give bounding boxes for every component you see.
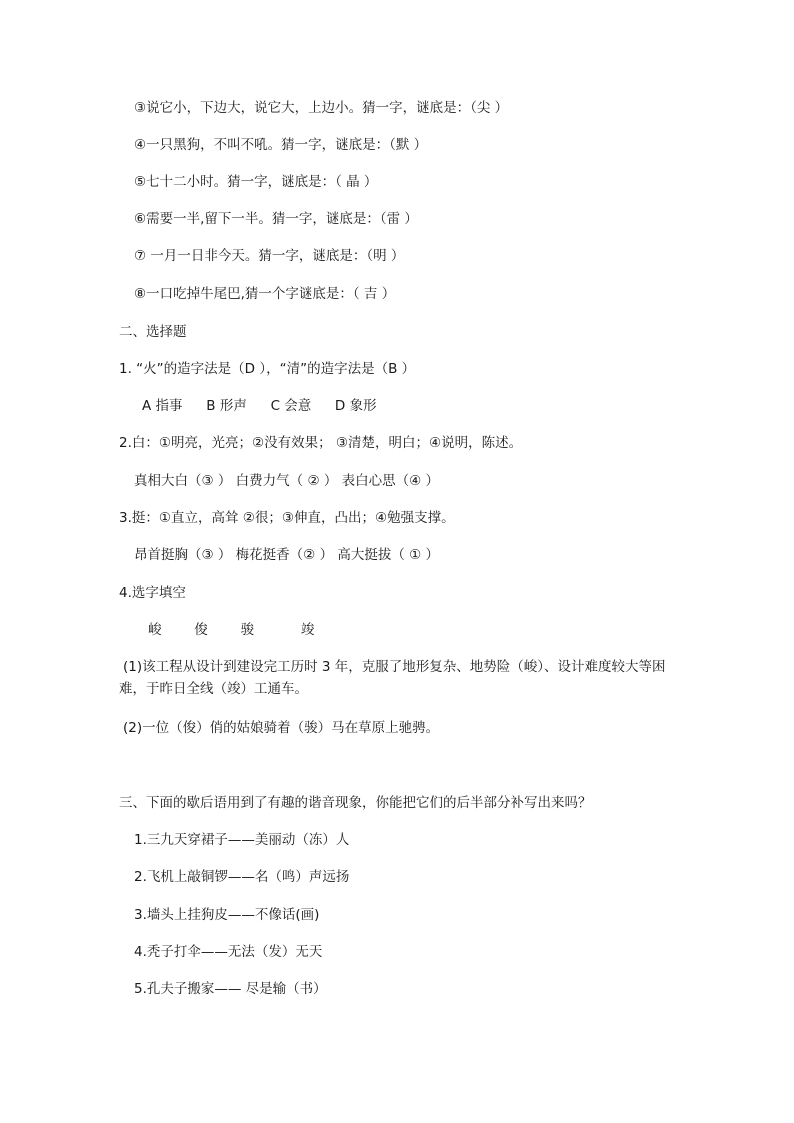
question-3: 3.挺：①直立，高耸 ②很；③伸直，凸出；④勉强支撑。 — [119, 510, 455, 526]
char-option: 峻 — [148, 622, 162, 638]
question-2: 2.白：①明亮，光亮；②没有效果； ③清楚，明白；④说明，陈述。 — [119, 435, 523, 451]
question-2-answers: 真相大白（③ ） 白费力气（ ② ） 表白心思（④ ） — [134, 473, 440, 489]
list-item: 3.墙头上挂狗皮——不像话(画) — [134, 907, 320, 923]
riddle-item: ⑥需要一半,留下一半。猜一字，谜底是：（雷 ） — [134, 211, 418, 227]
riddle-item: ⑦ 一月一日非今天。猜一字，谜底是：（明 ） — [134, 248, 405, 264]
question-1-options — [142, 396, 377, 416]
riddle-item: ④一只黑狗，不叫不吼。猜一字，谜底是：（默 ） — [134, 137, 428, 153]
question-4-sentence-1: (1)该工程从设计到建设完工历时 3 年，克服了地形复杂、地势险（峻）、设计难度较大等困难，于昨日全线（竣）工通车。 — [119, 659, 666, 697]
list-item: 2.飞机上敲铜锣——名（鸣）声远扬 — [134, 869, 350, 885]
question-4-chars — [148, 620, 314, 640]
question-3-answers: 昂首挺胸（③ ） 梅花挺香（② ） 高大挺拔（ ① ） — [134, 547, 440, 563]
section-heading: 二、选择题 — [119, 324, 187, 340]
question-4-sentence-2: (2)一位（俊）俏的姑娘骑着（骏）马在草原上驰骋。 — [123, 720, 440, 736]
list-item: 1.三九天穿裙子——美丽动（冻）人 — [134, 832, 350, 848]
section-heading: 三、下面的歇后语用到了有趣的谐音现象，你能把它们的后半部分补写出来吗？ — [119, 795, 592, 811]
question-4: 4.选字填空 — [119, 585, 186, 601]
option-d: D 象形 — [334, 398, 377, 414]
option-c: C 会意 — [270, 398, 312, 414]
question-1: 1. “火”的造字法是（D ），“清”的造字法是（B ） — [119, 361, 416, 377]
char-option: 俊 — [194, 622, 208, 638]
riddle-item: ⑤七十二小时。猜一字，谜底是：（ 晶 ） — [134, 174, 378, 190]
riddle-item: ⑧一口吃掉牛尾巴,猜一个字谜底是：（ 吉 ） — [134, 286, 396, 302]
option-b: B 形声 — [206, 398, 247, 414]
list-item: 5.孔夫子搬家—— 尽是输（书） — [134, 981, 327, 997]
list-item: 4.秃子打伞——无法（发）无天 — [134, 944, 323, 960]
char-option: 骏 — [240, 622, 255, 638]
option-a: A 指事 — [142, 398, 183, 414]
riddle-item: ③说它小，下边大，说它大，上边小。猜一字，谜底是：（尖 ） — [134, 100, 509, 116]
char-option: 竣 — [300, 622, 315, 638]
